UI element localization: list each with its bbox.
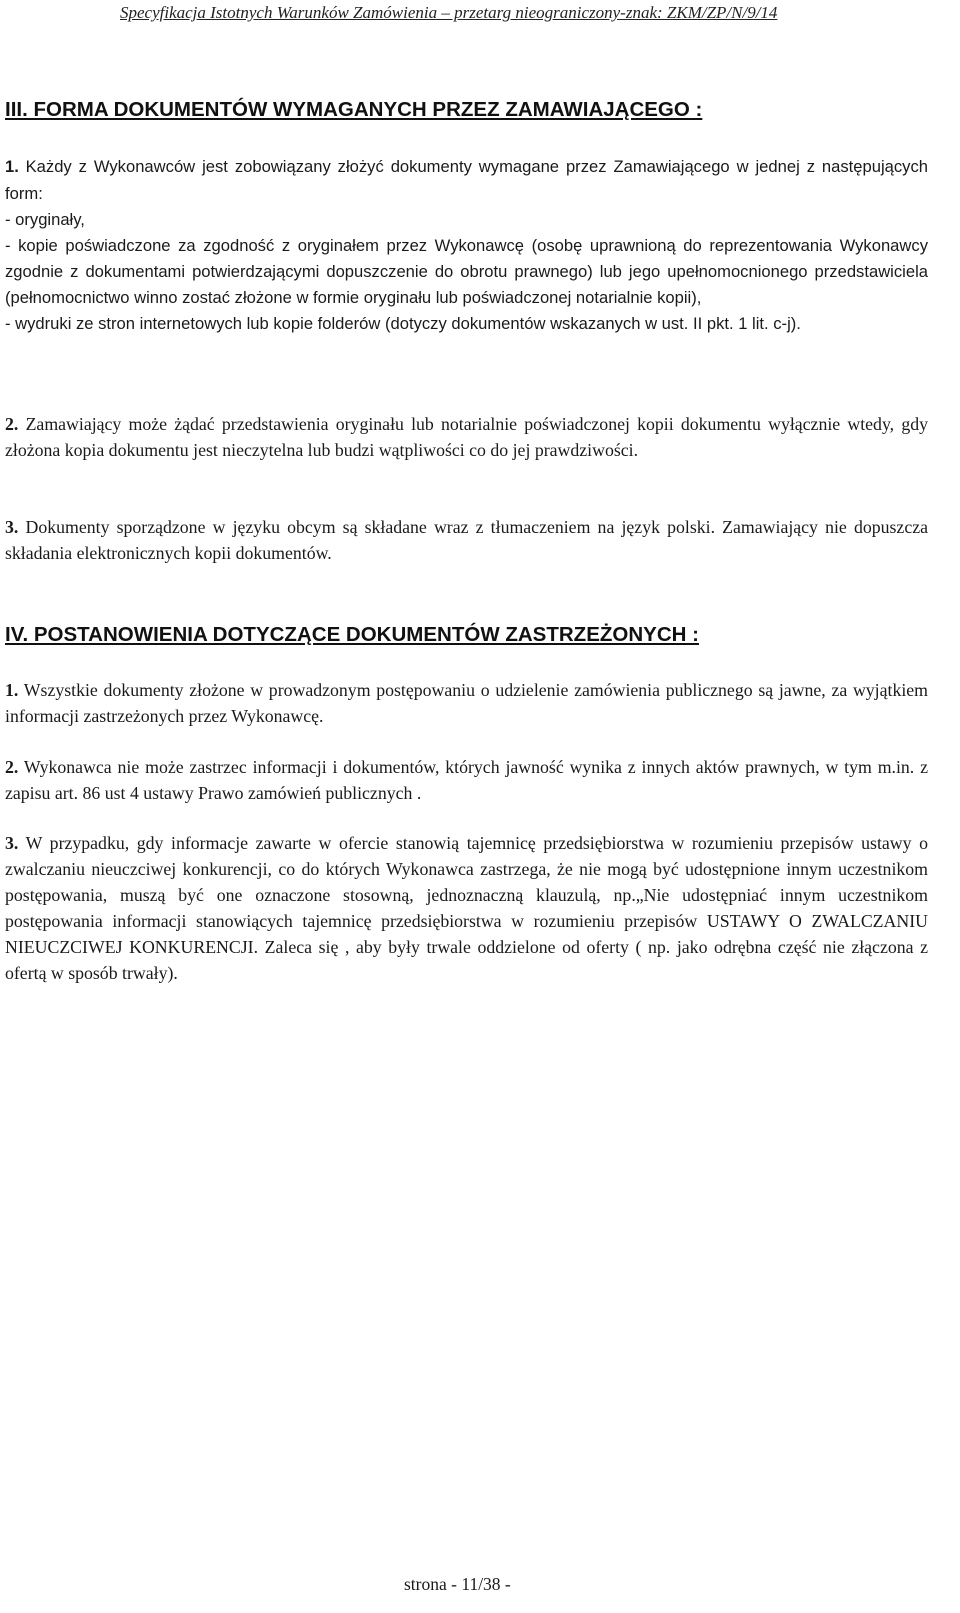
list-item: - oryginały,	[5, 210, 85, 229]
section-3-paragraph-1	[5, 153, 928, 337]
section-4-heading: IV. POSTANOWIENIA DOTYCZĄCE DOKUMENTÓW ZASTRZEŻONYCH :	[5, 623, 699, 646]
list-item: - wydruki ze stron internetowych lub kopie folderów (dotyczy dokumentów wskazanych w ust. II pkt. 1 lit. c-j).	[5, 314, 801, 333]
section-3-heading: III. FORMA DOKUMENTÓW WYMAGANYCH PRZEZ ZAMAWIAJĄCEGO :	[5, 98, 703, 121]
paragraph-text: Zamawiający może żądać przedstawienia oryginału lub notarialnie poświadczonej kopii dokumentu wyłącznie wtedy, gdy złożona kopia dokumentu jest nieczytelna lub budzi wątpliwości co do jej prawdziwości.	[5, 414, 928, 460]
paragraph-number: 3.	[5, 517, 19, 537]
paragraph-text: Każdy z Wykonawców jest zobowiązany złożyć dokumenty wymagane przez Zamawiającego w jednej z następujących form:	[5, 157, 928, 203]
paragraph-text: Wykonawca nie może zastrzec informacji i dokumentów, których jawność wynika z innych aktów prawnych, w tym m.in. z zapisu art. 86 ust 4 ustawy Prawo zamówień publicznych .	[5, 757, 929, 803]
paragraph-text: W przypadku, gdy informacje zawarte w ofercie stanowią tajemnicę przedsiębiorstwa w rozumieniu przepisów ustawy o zwalczaniu nieuczciwej konkurencji, co do których Wykonawca zastrzega, że nie mogą być udostępnione innym uczestnikom postępowania, muszą być one oznaczone stosowną, jednoznaczną klauzulą, np.„Nie udostępniać innym uczestnikom postępowania informacji stanowiących tajemnicę przedsiębiorstwa w rozumieniu przepisów USTAWY O ZWALCZANIU NIEUCZCIWEJ KONKURENCJI. Zaleca się , aby były trwale oddzielone od oferty ( np. jako odrębna część nie złączona z ofertą w sposób trwały).	[5, 833, 929, 983]
page-header: Specyfikacja Istotnych Warunków Zamówienia – przetarg nieograniczony-znak: ZKM/ZP/N/9/14	[120, 3, 778, 22]
section-4-paragraph-3	[5, 830, 928, 986]
page-number-footer: strona - 11/38 -	[404, 1574, 511, 1594]
paragraph-number: 1.	[5, 680, 19, 700]
list-item: - kopie poświadczone za zgodność z oryginałem przez Wykonawcę (osobę uprawnioną do reprezentowania Wykonawcy zgodnie z dokumentami potwierdzającymi dopuszczenie do obrotu prawnego) lub jego upełnomocnionego przedstawiciela (pełnomocnictwo winno zostać złożone w formie oryginału lub poświadczonej notarialnie kopii),	[5, 236, 928, 307]
paragraph-number: 2.	[5, 757, 19, 777]
section-4-paragraph-2	[5, 754, 928, 806]
paragraph-text: Wszystkie dokumenty złożone w prowadzonym postępowaniu o udzielenie zamówienia publicznego są jawne, za wyjątkiem informacji zastrzeżonych przez Wykonawcę.	[5, 680, 929, 726]
section-3-paragraph-2	[5, 411, 928, 463]
paragraph-number: 2.	[5, 414, 19, 434]
section-3-paragraph-3	[5, 514, 928, 566]
paragraph-text: Dokumenty sporządzone w języku obcym są składane wraz z tłumaczeniem na język polski. Zamawiający nie dopuszcza składania elektronicznych kopii dokumentów.	[5, 517, 929, 563]
paragraph-number: 3.	[5, 833, 19, 853]
paragraph-number: 1.	[5, 157, 19, 176]
section-4-paragraph-1	[5, 677, 928, 729]
